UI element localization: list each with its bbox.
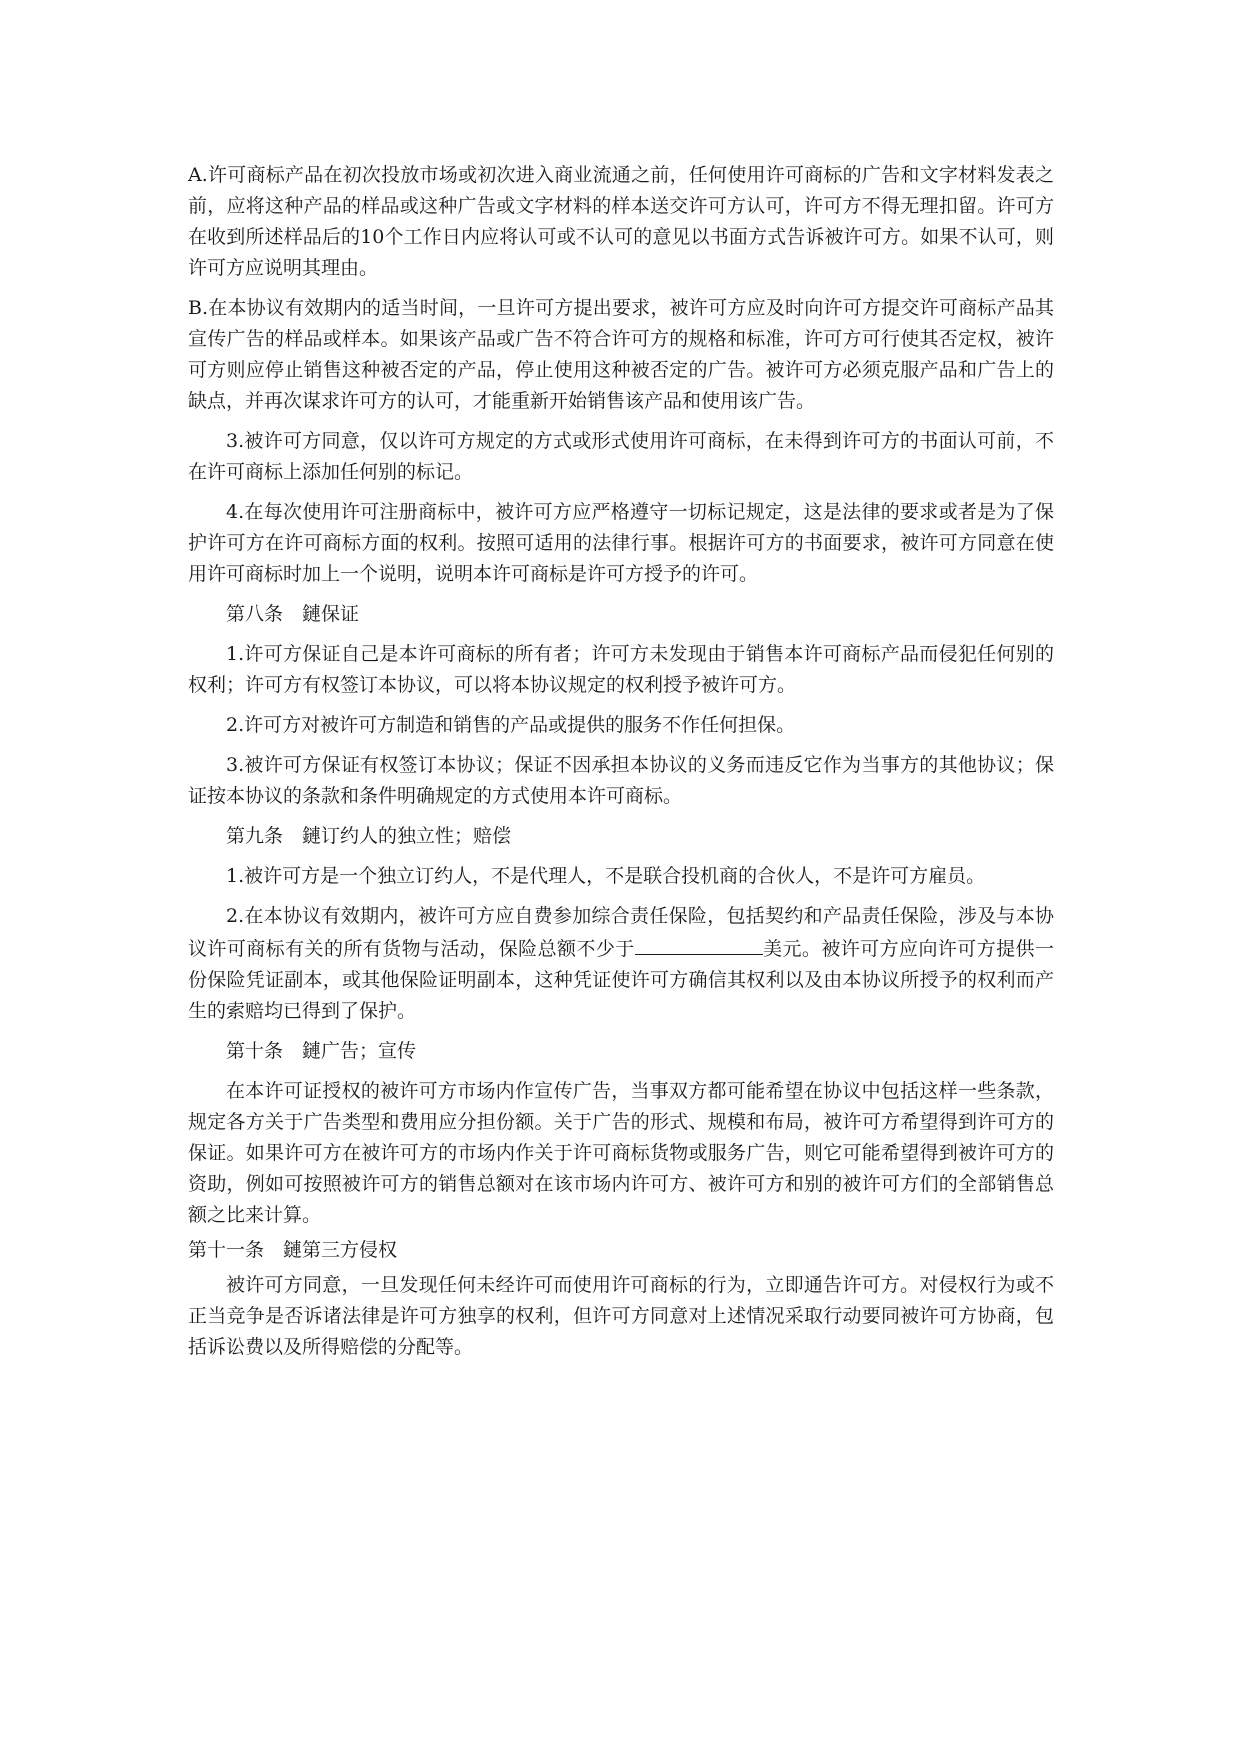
paragraph-4: 4.在每次使用许可注册商标中，被许可方应严格遵守一切标记规定，这是法律的要求或者是为了保护许可方在许可商标方面的权利。按照可适用的法律行事。根据许可方的书面要求，被许可方同意在使用许可商标时加上一个说明，说明本许可商标是许可方授予的许可。 [188, 501, 1054, 585]
article-8-item-1: 1.许可方保证自己是本许可商标的所有者；许可方未发现由于销售本许可商标产品而侵犯任何别的权利；许可方有权签订本协议，可以将本协议规定的权利授予被许可方。 [188, 643, 1054, 696]
article-11-body: 被许可方同意，一旦发现任何未经许可而使用许可商标的行为，立即通告许可方。对侵权行为或不正当竞争是否诉诸法律是许可方独享的权利，但许可方同意对上述情况采取行动要同被许可方协商，包括诉讼费以及所得赔偿的分配等。 [188, 1274, 1054, 1358]
article-10-heading: 第十条 鏈广告；宣传 [226, 1040, 417, 1062]
article-10-body: 在本许可证授权的被许可方市场内作宣传广告，当事双方都可能希望在协议中包括这样一些条款，规定各方关于广告类型和费用应分担份额。关于广告的形式、规模和布局，被许可方希望得到许可方的保证。如果许可方在被许可方的市场内作关于许可商标货物或服务广告，则它可能希望得到被许可方的资助，例如可按照被许可方的销售总额对在该市场内许可方、被许可方和别的被许可方们的全部销售总额之比来计算。 [188, 1080, 1054, 1226]
article-8-item-3: 3.被许可方保证有权签订本协议；保证不因承担本协议的义务而违反它作为当事方的其他协议；保证按本协议的条款和条件明确规定的方式使用本许可商标。 [188, 754, 1054, 807]
article-9-item-1: 1.被许可方是一个独立订约人，不是代理人，不是联合投机商的合伙人，不是许可方雇员。 [226, 865, 986, 887]
article-9-item-2-text-b: 美元。被许可方应向许可方提供一份保险凭证副本，或其他保险证明副本，这种凭证使许可方确信其权利以及由本协议所授予的权利而产生的索赔均已得到了保护。 [188, 938, 1054, 1022]
article-8-item-2: 2.许可方对被许可方制造和销售的产品或提供的服务不作任何担保。 [226, 714, 796, 736]
paragraph-a: A.许可商标产品在初次投放市场或初次进入商业流通之前，任何使用许可商标的广告和文字材料发表之前，应将这种产品的样品或这种广告或文字材料的样本送交许可方认可，许可方不得无理扣留。许可方在收到所述样品后的10个工作日内应将认可或不认可的意见以书面方式告诉被许可方。如果不认可，则许可方应说明其理由。 [188, 164, 1054, 279]
paragraph-3: 3.被许可方同意，仅以许可方规定的方式或形式使用许可商标，在未得到许可方的书面认可前，不在许可商标上添加任何别的标记。 [188, 430, 1054, 483]
article-9-heading: 第九条 鏈订约人的独立性；赔偿 [226, 825, 512, 847]
article-9-item-2 [188, 901, 1054, 1027]
article-11-heading: 第十一条 鏈第三方侵权 [188, 1239, 398, 1261]
document-body [188, 160, 1054, 1372]
insurance-amount-blank [635, 932, 763, 955]
article-8-heading: 第八条 鏈保证 [226, 603, 360, 625]
article-9-item-2-text-a: 2.在本协议有效期内，被许可方应自费参加综合责任保险，包括契约和产品责任保险，涉及与本协议许可商标有关的所有货物与活动，保险总额不少于 [188, 905, 1054, 960]
paragraph-b: B.在本协议有效期内的适当时间，一旦许可方提出要求，被许可方应及时向许可方提交许可商标产品其宣传广告的样品或样本。如果该产品或广告不符合许可方的规格和标准，许可方可行使其否定权，被许可方则应停止销售这种被否定的产品，停止使用这种被否定的广告。被许可方必须克服产品和广告上的缺点，并再次谋求许可方的认可，才能重新开始销售该产品和使用该广告。 [188, 297, 1054, 412]
